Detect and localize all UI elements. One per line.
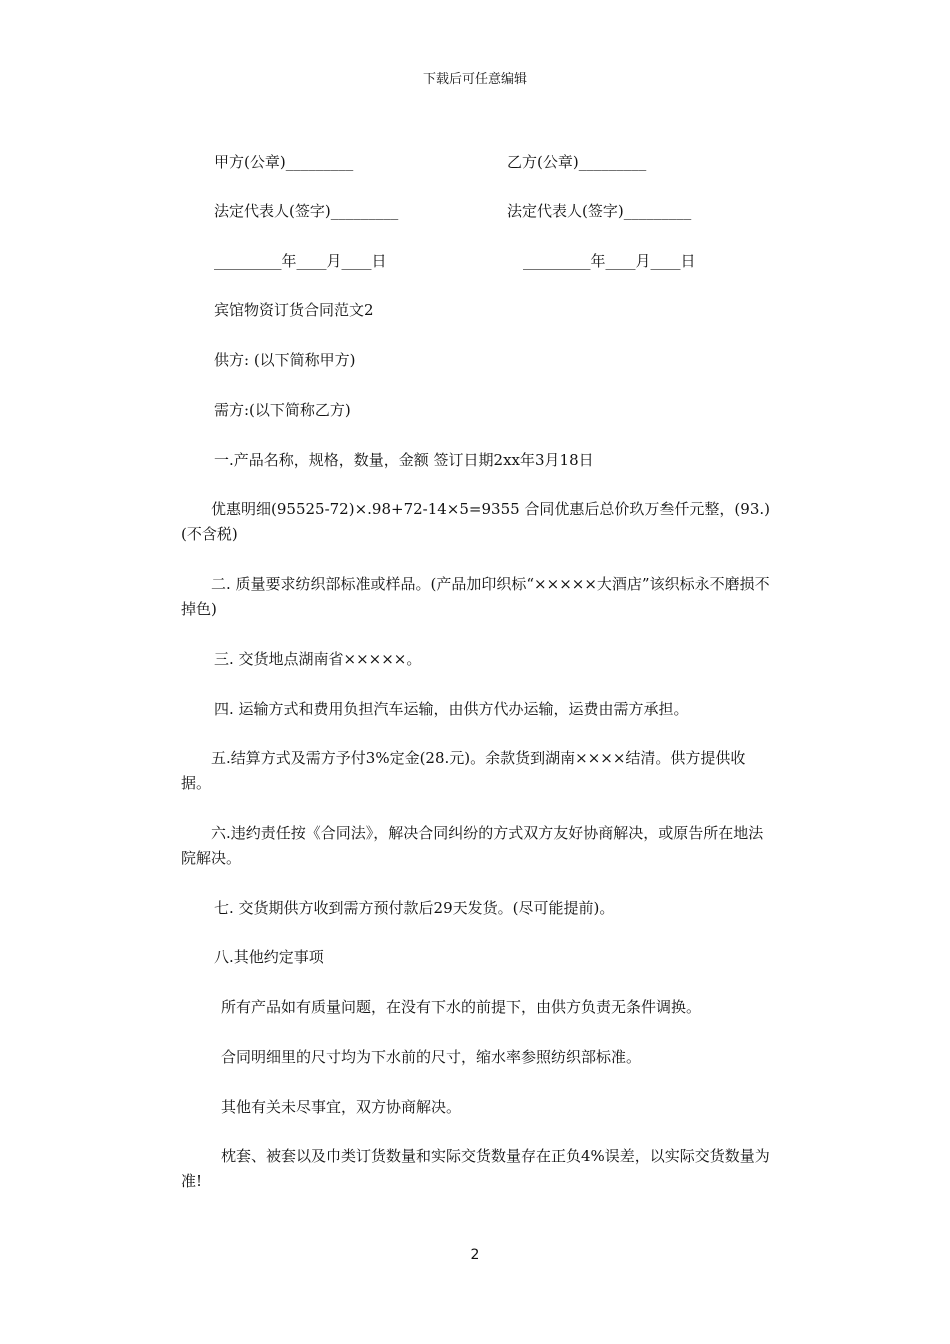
- party-b-date-line: _________年____月____日: [523, 252, 696, 270]
- clause-2: 二. 质量要求纺织部标准或样品。(产品加印织标“×××××大酒店”该织标永不磨损不掉色): [181, 575, 770, 618]
- other-term-3: 其他有关未尽事宜，双方协商解决。: [221, 1098, 462, 1116]
- clause-6: 六.违约责任按《合同法》，解决合同纠纷的方式双方友好协商解决，或原告所在地法院解决。: [181, 824, 764, 867]
- party-b-seal-line: 乙方(公章)_________: [507, 153, 647, 171]
- supplier-line: 供方: (以下简称甲方): [214, 351, 356, 369]
- clause-1-detail: 优惠明细(95525-72)×.98+72-14×5=9355 合同优惠后总价玖万叁仟元整，(93.)(不含税): [181, 500, 770, 543]
- clause-3: 三. 交货地点湖南省×××××。: [214, 650, 422, 668]
- document-title: 宾馆物资订货合同范文2: [214, 301, 374, 319]
- party-a-seal-line: 甲方(公章)_________: [214, 153, 354, 171]
- party-a-date-line: _________年____月____日: [214, 252, 387, 270]
- buyer-line: 需方:(以下简称乙方): [214, 401, 351, 419]
- clause-1: 一.产品名称，规格，数量，金额 签订日期2xx年3月18日: [214, 451, 594, 469]
- party-b-rep-line: 法定代表人(签字)_________: [507, 202, 692, 220]
- party-a-rep-line: 法定代表人(签字)_________: [214, 202, 399, 220]
- other-term-4: 枕套、被套以及巾类订货数量和实际交货数量存在正负4%误差，以实际交货数量为准!: [181, 1147, 770, 1190]
- clause-8: 八.其他约定事项: [214, 948, 324, 966]
- clause-5: 五.结算方式及需方予付3%定金(28.元)。余款货到湖南××××结清。供方提供收据。: [181, 749, 746, 792]
- clause-7: 七. 交货期供方收到需方预付款后29天发货。(尽可能提前)。: [214, 899, 615, 917]
- clause-4: 四. 运输方式和费用负担汽车运输，由供方代办运输，运费由需方承担。: [214, 700, 689, 718]
- other-term-1: 所有产品如有质量问题，在没有下水的前提下，由供方负责无条件调换。: [221, 998, 702, 1016]
- page-header: 下载后可任意编辑: [422, 72, 527, 87]
- page-number: 2: [470, 1247, 480, 1263]
- other-term-2: 合同明细里的尺寸均为下水前的尺寸，缩水率参照纺织部标准。: [221, 1048, 642, 1066]
